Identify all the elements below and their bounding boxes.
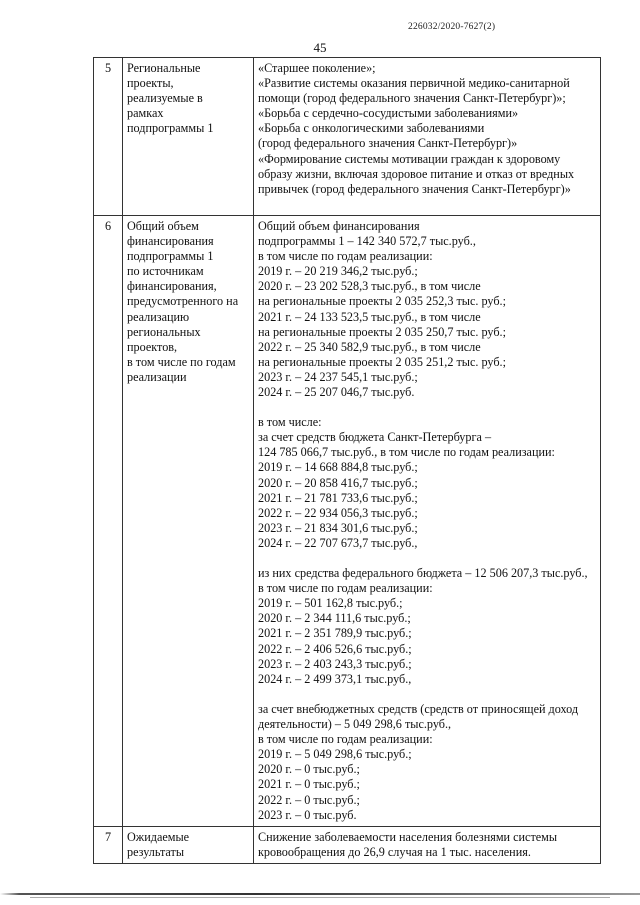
paragraph-gap [258,551,596,566]
content-line: подпрограммы 1 – 142 340 572,7 тыс.руб., [258,234,476,249]
passport-table [93,57,601,864]
content-line: на региональные проекты 2 035 252,3 тыс. руб.; [258,294,506,309]
row-label-line: в том числе по годам [127,354,236,369]
content-line: из них средства федерального бюджета – 12 506 207,3 тыс.руб., [258,566,588,581]
content-line: 2019 г. – 5 049 298,6 тыс.руб.; [258,747,412,762]
row-label-line: Общий объем [127,218,199,233]
content-line: «Борьба с онкологическими заболеваниями [258,121,485,136]
paragraph-gap [258,400,596,415]
row-label-line: предусмотренного на [127,294,239,309]
row-label-line: региональных [127,324,201,339]
content-line: деятельности) – 5 049 298,6 тыс.руб., [258,717,452,732]
content-line: в том числе по годам реализации: [258,732,433,747]
row-label [123,215,254,826]
content-line: 2022 г. – 0 тыс.руб.; [258,792,360,807]
content-line: 2023 г. – 2 403 243,3 тыс.руб.; [258,656,412,671]
row-label-line: реализуемые в [127,91,203,106]
content-line: 2024 г. – 22 707 673,7 тыс.руб., [258,535,418,550]
content-line: 2021 г. – 21 781 733,6 тыс.руб.; [258,490,418,505]
content-line: на региональные проекты 2 035 250,7 тыс. руб.; [258,324,506,339]
row-label-line: реализацию [127,309,190,324]
document-code: 226032/2020-7627(2) [408,22,496,32]
row-label-line: финансирования [127,234,214,249]
row-label-line: подпрограммы 1 [127,121,214,136]
page-number: 45 [313,40,327,55]
scan-edge-line [0,893,640,895]
content-line: 2022 г. – 25 340 582,9 тыс.руб., в том числе [258,339,481,354]
row-label-line: Ожидаемые [127,829,190,844]
content-line: кровообращения до 26,9 случая на 1 тыс. населения. [258,844,531,859]
row-label-line: реализации [127,369,187,384]
row-label-line: Региональные [127,61,201,75]
content-line: привычек (город федерального значения Санкт-Петербург)» [258,181,571,196]
content-line: 2020 г. – 20 858 416,7 тыс.руб.; [258,475,418,490]
content-line: помощи (город федерального значения Санкт-Петербург)»; [258,91,566,106]
row-label-line: по источникам [127,264,204,279]
content-line: 2019 г. – 14 668 884,8 тыс.руб.; [258,460,418,475]
content-line: «Борьба с сердечно-сосудистыми заболеваниями» [258,106,519,121]
content-line: в том числе по годам реализации: [258,581,433,596]
content-line: 2024 г. – 2 499 373,1 тыс.руб., [258,671,412,686]
content-line: 2024 г. – 25 207 046,7 тыс.руб. [258,384,415,399]
scan-edge-line-secondary [30,897,610,898]
content-line: 2023 г. – 24 237 545,1 тыс.руб.; [258,369,418,384]
row-number: 7 [94,826,123,863]
row-label-line: результаты [127,844,185,859]
row-label-line: рамках [127,106,164,121]
content-line: 2019 г. – 20 219 346,2 тыс.руб.; [258,264,418,279]
content-line: 2022 г. – 2 406 526,6 тыс.руб.; [258,641,412,656]
content-line: 2019 г. – 501 162,8 тыс.руб.; [258,596,403,611]
content-line: «Формирование системы мотивации граждан к здоровому [258,151,561,166]
content-line: на региональные проекты 2 035 251,2 тыс. руб.; [258,354,506,369]
content-line: 2021 г. – 2 351 789,9 тыс.руб.; [258,626,412,641]
content-line: 2023 г. – 0 тыс.руб. [258,807,357,822]
row-label-line: финансирования, [127,279,217,294]
paragraph-gap [258,687,596,702]
content-line: 2020 г. – 2 344 111,6 тыс.руб.; [258,611,411,626]
row-number: 6 [94,215,123,826]
content-line: «Старшее поколение»; [258,61,376,75]
content-line: Общий объем финансирования [258,218,420,233]
content-line: за счет внебюджетных средств (средств от приносящей доход [258,701,579,716]
content-line: «Развитие системы оказания первичной медико-санитарной [258,76,570,91]
row-content [254,826,601,863]
row-label [123,58,254,216]
content-line: 2021 г. – 24 133 523,5 тыс.руб., в том числе [258,309,481,324]
table-row [94,58,601,216]
table-row [94,826,601,863]
content-line: 124 785 066,7 тыс.руб., в том числе по годам реализации: [258,445,555,460]
content-line: 2021 г. – 0 тыс.руб.; [258,777,360,792]
row-content [254,215,601,826]
content-line: за счет средств бюджета Санкт-Петербурга – [258,430,492,445]
content-line: в том числе: [258,415,322,430]
content-line: 2022 г. – 22 934 056,3 тыс.руб.; [258,505,418,520]
content-line: 2023 г. – 21 834 301,6 тыс.руб.; [258,520,418,535]
row-number: 5 [94,58,123,216]
row-label-line: проектов, [127,339,178,354]
content-line: (город федерального значения Санкт-Петербург)» [258,136,518,151]
row-label [123,826,254,863]
content-line: Снижение заболеваемости населения болезнями системы [258,829,558,844]
content-line: 2020 г. – 0 тыс.руб.; [258,762,360,777]
paragraph-gap [258,197,596,212]
row-content [254,58,601,216]
row-label-line: проекты, [127,76,174,91]
table-row [94,215,601,826]
content-line: в том числе по годам реализации: [258,249,433,264]
content-line: образу жизни, включая здоровое питание и отказ от вредных [258,166,575,181]
content-line: 2020 г. – 23 202 528,3 тыс.руб., в том числе [258,279,481,294]
row-label-line: подпрограммы 1 [127,249,214,264]
